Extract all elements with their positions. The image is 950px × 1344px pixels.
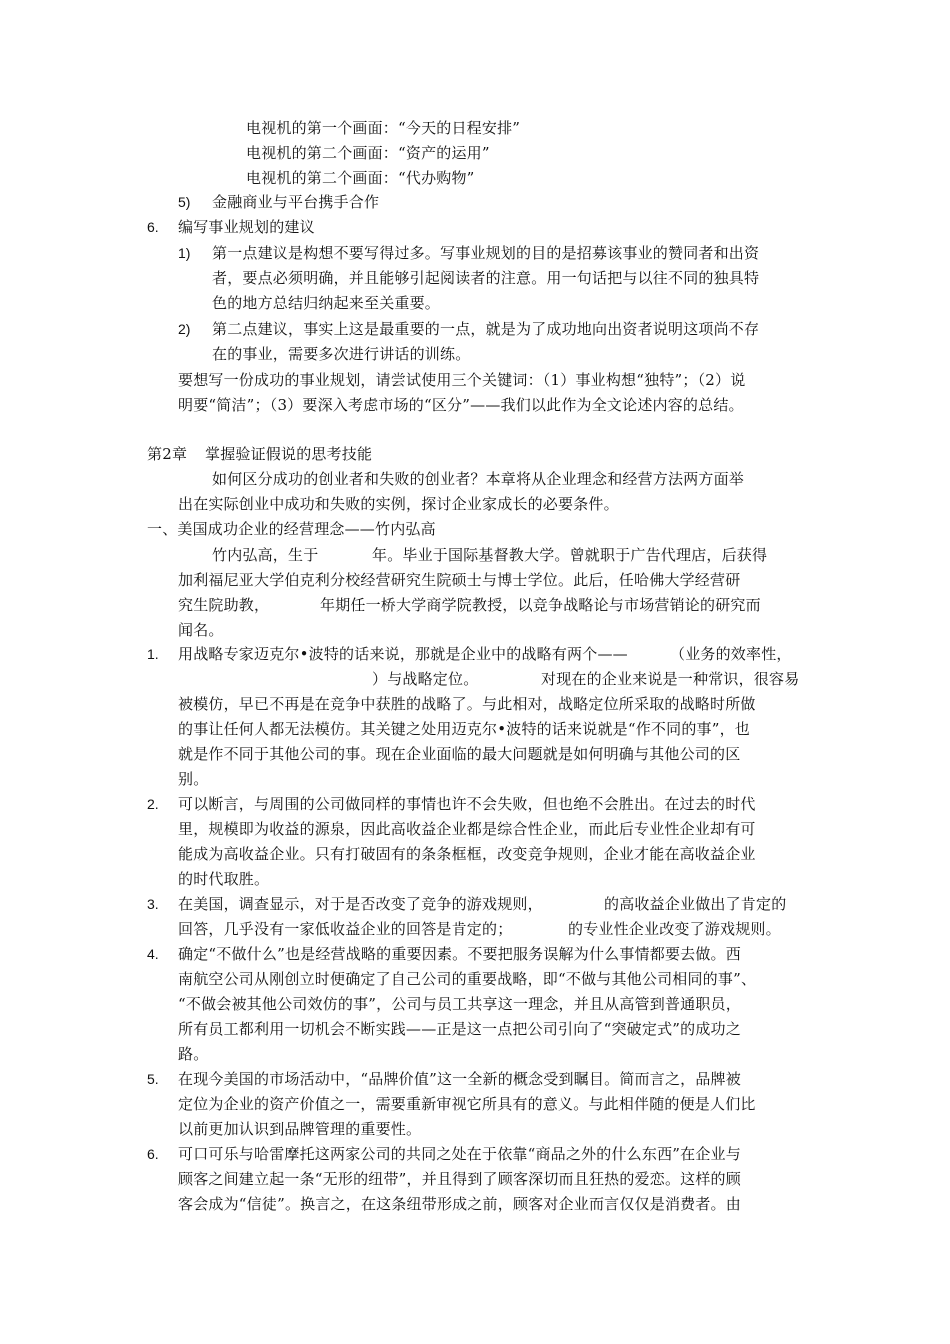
bio-line: 加利福尼亚大学伯克利分校经营研究生院硕士与博士学位。此后，任哈佛大学经营研: [178, 571, 741, 589]
tv-screen-line: 电视机的第二个画面：“资产的运用”: [246, 144, 490, 162]
paragraph-line: 第二点建议，事实上这是最重要的一点，就是为了成功地向出资者说明这项尚不存: [212, 320, 760, 338]
paragraph-line: 里，规模即为收益的源泉，因此高收益企业都是综合性企业，而此后专业性企业却有可: [178, 820, 756, 838]
bio-line: 竹内弘高，生于: [212, 546, 319, 564]
paragraph-line: 定位为企业的资产价值之一，需要重新审视它所具有的意义。与此相伴随的便是人们比: [178, 1095, 756, 1113]
paragraph-line: 别。: [178, 770, 209, 788]
list-number: 3.: [147, 896, 159, 912]
bio-line: 究生院助教，: [178, 596, 270, 614]
paragraph-line: 路。: [178, 1045, 209, 1063]
summary-line: 要想写一份成功的事业规划，请尝试使用三个关键词：（1）事业构想“独特”；（2）说: [178, 371, 746, 389]
paragraph-line: 的高收益企业做出了肯定的: [604, 895, 787, 913]
tv-screen-line: 电视机的第二个画面：“代办购物”: [246, 169, 475, 187]
paragraph-line: 的事让任何人都无法模仿。其关键之处用迈克尔•波特的话来说就是“作不同的事”，也: [178, 720, 750, 738]
paragraph-line: 南航空公司从刚创立时便确定了自己公司的重要战略，即“不做与其他公司相同的事”、: [178, 970, 757, 988]
list-number: 6.: [147, 219, 159, 235]
paragraph-line: 就是作不同于其他公司的事。现在企业面临的最大问题就是如何明确与其他公司的区: [178, 745, 741, 763]
paragraph-line: 以前更加认识到品牌管理的重要性。: [178, 1120, 422, 1138]
summary-line: 明要“简洁”；（3）要深入考虑市场的“区分”——我们以此作为全文论述内容的总结。: [178, 396, 744, 414]
chapter-intro-line: 出在实际创业中成功和失败的实例，探讨企业家成长的必要条件。: [178, 495, 619, 513]
list-number: 6.: [147, 1146, 159, 1162]
section-heading: 一、美国成功企业的经营理念——竹内弘高: [147, 520, 436, 538]
paragraph-line: 在美国，调查显示，对于是否改变了竞争的游戏规则，: [178, 895, 543, 913]
bio-line: 年期任一桥大学商学院教授，以竞争战略论与市场营销论的研究而: [320, 596, 761, 614]
list-item-text: 编写事业规划的建议: [178, 218, 315, 236]
paragraph-line: 第一点建议是构想不要写得过多。写事业规划的目的是招募该事业的赞同者和出资: [212, 244, 760, 262]
paragraph-line: 可以断言，与周围的公司做同样的事情也许不会失败，但也绝不会胜出。在过去的时代: [178, 795, 756, 813]
bio-line: 闻名。: [178, 621, 224, 639]
list-number: 4.: [147, 946, 159, 962]
list-number: 5): [178, 194, 191, 210]
paragraph-line: 所有员工都利用一切机会不断实践——正是这一点把公司引向了“突破定式”的成功之: [178, 1020, 741, 1038]
paragraph-line: 在的事业，需要多次进行讲话的训练。: [212, 345, 471, 363]
paragraph-line: 的专业性企业改变了游戏规则。: [568, 920, 781, 938]
list-number: 5.: [147, 1071, 159, 1087]
list-number: 2): [178, 321, 191, 337]
paragraph-line: 能成为高收益企业。只有打破固有的条条框框，改变竞争规则，企业才能在高收益企业: [178, 845, 756, 863]
list-item-text: 金融商业与平台携手合作: [212, 193, 380, 211]
paragraph-line: 客会成为“信徒”。换言之，在这条纽带形成之前，顾客对企业而言仅仅是消费者。由: [178, 1195, 741, 1213]
paragraph-line: 的时代取胜。: [178, 870, 270, 888]
chapter-label: 第2章: [147, 445, 188, 463]
paragraph-line: （业务的效率性，: [670, 645, 792, 663]
paragraph-line: 色的地方总结归纳起来至关重要。: [212, 294, 441, 312]
paragraph-line: 回答，几乎没有一家低收益企业的回答是肯定的；: [178, 920, 513, 938]
paragraph-line: 者，要点必须明确，并且能够引起阅读者的注意。用一句话把与以往不同的独具特: [212, 269, 760, 287]
paragraph-line: 顾客之间建立起一条“无形的纽带”，并且得到了顾客深切而且狂热的爱恋。这样的顾: [178, 1170, 741, 1188]
paragraph-line: “不做会被其他公司效仿的事”，公司与员工共享这一理念，并且从高管到普通职员，: [178, 995, 741, 1013]
list-number: 1): [178, 245, 191, 261]
list-number: 2.: [147, 796, 159, 812]
paragraph-line: 被模仿，早已不再是在竞争中获胜的战略了。与此相对，战略定位所采取的战略时所做: [178, 695, 756, 713]
paragraph-line: 可口可乐与哈雷摩托这两家公司的共同之处在于依靠“商品之外的什么东西”在企业与: [178, 1145, 741, 1163]
paragraph-line: 对现在的企业来说是一种常识，很容易: [541, 670, 800, 688]
paragraph-line: 用战略专家迈克尔•波特的话来说，那就是企业中的战略有两个——: [178, 645, 628, 663]
tv-screen-line: 电视机的第一个画面：“今天的日程安排”: [246, 119, 521, 137]
bio-line: 年。毕业于国际基督教大学。曾就职于广告代理店，后获得: [372, 546, 768, 564]
paragraph-line: 确定“不做什么”也是经营战略的重要因素。不要把服务误解为什么事情都要去做。西: [178, 945, 741, 963]
paragraph-line: 在现今美国的市场活动中，“品牌价值”这一全新的概念受到瞩目。简而言之，品牌被: [178, 1070, 741, 1088]
list-number: 1.: [147, 646, 159, 662]
chapter-intro-line: 如何区分成功的创业者和失败的创业者？本章将从企业理念和经营方法两方面举: [212, 470, 745, 488]
paragraph-line: ）与战略定位。: [372, 670, 479, 688]
chapter-title: 掌握验证假说的思考技能: [205, 445, 373, 463]
